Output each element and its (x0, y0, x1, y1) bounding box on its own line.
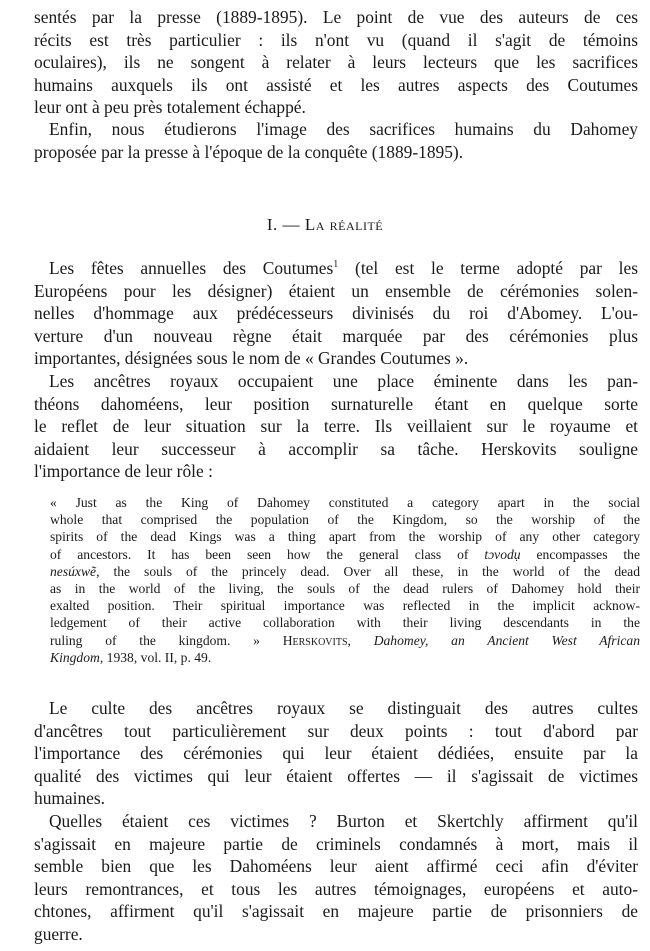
paragraph-enfin (34, 118, 638, 163)
text-run: , 1938, vol. II, p. 49. (99, 649, 212, 665)
text-line: proposée par la presse à l'époque de la conquête (1889-1895). (34, 141, 464, 162)
text-line: s'agissait en majeure partie de criminels condamnés à mort, mais il (34, 833, 638, 854)
text-line: Les ancêtres royaux occupaient une place éminente dans les pan- (49, 371, 638, 391)
paragraph-intro (34, 6, 638, 119)
text-line: chtones, affirment qu'il s'agissait en majeure partie de prisonniers de (34, 901, 638, 921)
section-heading (0, 215, 650, 235)
paragraph-coutumes (34, 257, 638, 370)
text-run: Les fêtes annuelles des Coutumes (49, 258, 334, 278)
text-line: sentés par la presse (1889-1895). Le point de vue des auteurs de ces (34, 7, 638, 27)
text-line: leurs remontrances, et tous les autres témoignages, européens et auto- (34, 878, 638, 899)
quote-line (50, 563, 640, 580)
text-line: leur ont à peu près totalement échappé. (34, 97, 306, 117)
paragraph-victimes (34, 810, 638, 945)
text-line: Quelles étaient ces victimes ? Burton et Skertchly affirment qu'il (49, 811, 638, 831)
text-run: ruling of the kingdom. » (50, 632, 283, 648)
citation-author: Herskovits (282, 632, 348, 648)
block-quote (50, 494, 640, 666)
italic-term: nesúxwẽ (50, 563, 97, 579)
quote-line (50, 649, 640, 666)
quote-line (50, 546, 640, 563)
text-line: humaines. (34, 788, 105, 808)
citation-title: Dahomey, an Ancient West African (373, 632, 641, 648)
text-run: , (347, 632, 374, 648)
quote-line: whole that comprised the population of the Kingdom, so the worship of the (50, 512, 640, 528)
text-run: encompasses the (520, 546, 641, 562)
text-line: Enfin, nous étudierons l'image des sacrifices humains du Dahomey (49, 119, 638, 139)
text-run: of ancestors. It has been seen how the general class of (50, 546, 485, 562)
text-run: , the souls of the princely dead. Over all these, in the world of the dead (96, 563, 640, 579)
text-line: guerre. (34, 923, 83, 944)
citation-title: Kingdom (50, 649, 100, 665)
quote-line: spirits of the dead Kings was a thing apart from the worship of any other category (50, 529, 640, 545)
paragraph-ancetres (34, 370, 638, 483)
text-line: l'importance de leur rôle : (34, 461, 213, 481)
quote-line (50, 632, 640, 649)
text-line: semble bien que les Dahoméens leur aient affirmé ceci afin d'éviter (34, 856, 638, 876)
section-title: La réalité (304, 215, 384, 234)
text-line: oculaires), ils ne songent à relater à leurs lecteurs que les sacrifices (34, 52, 638, 72)
text-line: importantes, désignées sous le nom de « Grandes Coutumes ». (34, 348, 469, 368)
quote-line: « Just as the King of Dahomey constituted a category apart in the social (50, 495, 640, 510)
text-line: l'importance des cérémonies qui leur étaient dédiées, ensuite par la (34, 743, 638, 763)
quote-line: exalted position. Their spiritual importance was reflected in the implicit acknow- (50, 598, 640, 614)
text-line: aidaient leur successeur à accomplir sa tâche. Herskovits souligne (34, 438, 638, 459)
text-line: humains auxquels ils ont assisté et les autres aspects des Coutumes (34, 74, 638, 95)
italic-term: tɔvodụ (484, 546, 521, 562)
text-line: d'ancêtres tout particulièrement sur deux points : tout d'abord par (34, 720, 638, 741)
text-run: (tel est le terme adopté par les (338, 258, 638, 278)
text-line: théons dahoméens, leur position surnaturelle étant en quelque sorte (34, 393, 638, 414)
text-line (34, 257, 638, 280)
text-line: qualité des victimes qui leur étaient offertes — il s'agissait de victimes (34, 765, 638, 786)
text-line: verture d'un nouveau règne était marquée par des cérémonies plus (34, 325, 638, 346)
footnote-marker: 1 (333, 259, 339, 271)
text-line: récits est très particulier : ils n'ont vu (quand il s'agit de témoins (34, 29, 638, 50)
text-line: nelles d'hommage aux prédécesseurs divinisés du roi d'Abomey. L'ou- (34, 303, 638, 323)
quote-line: as in the world of the living, the souls of the dead rulers of Dahomey hold their (50, 581, 640, 597)
text-line: le reflet de leur situation sur la terre. Ils veillaient sur le royaume et (34, 416, 638, 436)
section-number: I. — (266, 215, 305, 234)
quote-line: ledgement of their active collaboration with their living descendants in the (50, 615, 640, 631)
text-line: Le culte des ancêtres royaux se distinguait des autres cultes (49, 698, 638, 718)
text-line: Européens pour les désigner) étaient un ensemble de cérémonies solen- (34, 280, 638, 301)
paragraph-culte (34, 697, 638, 810)
